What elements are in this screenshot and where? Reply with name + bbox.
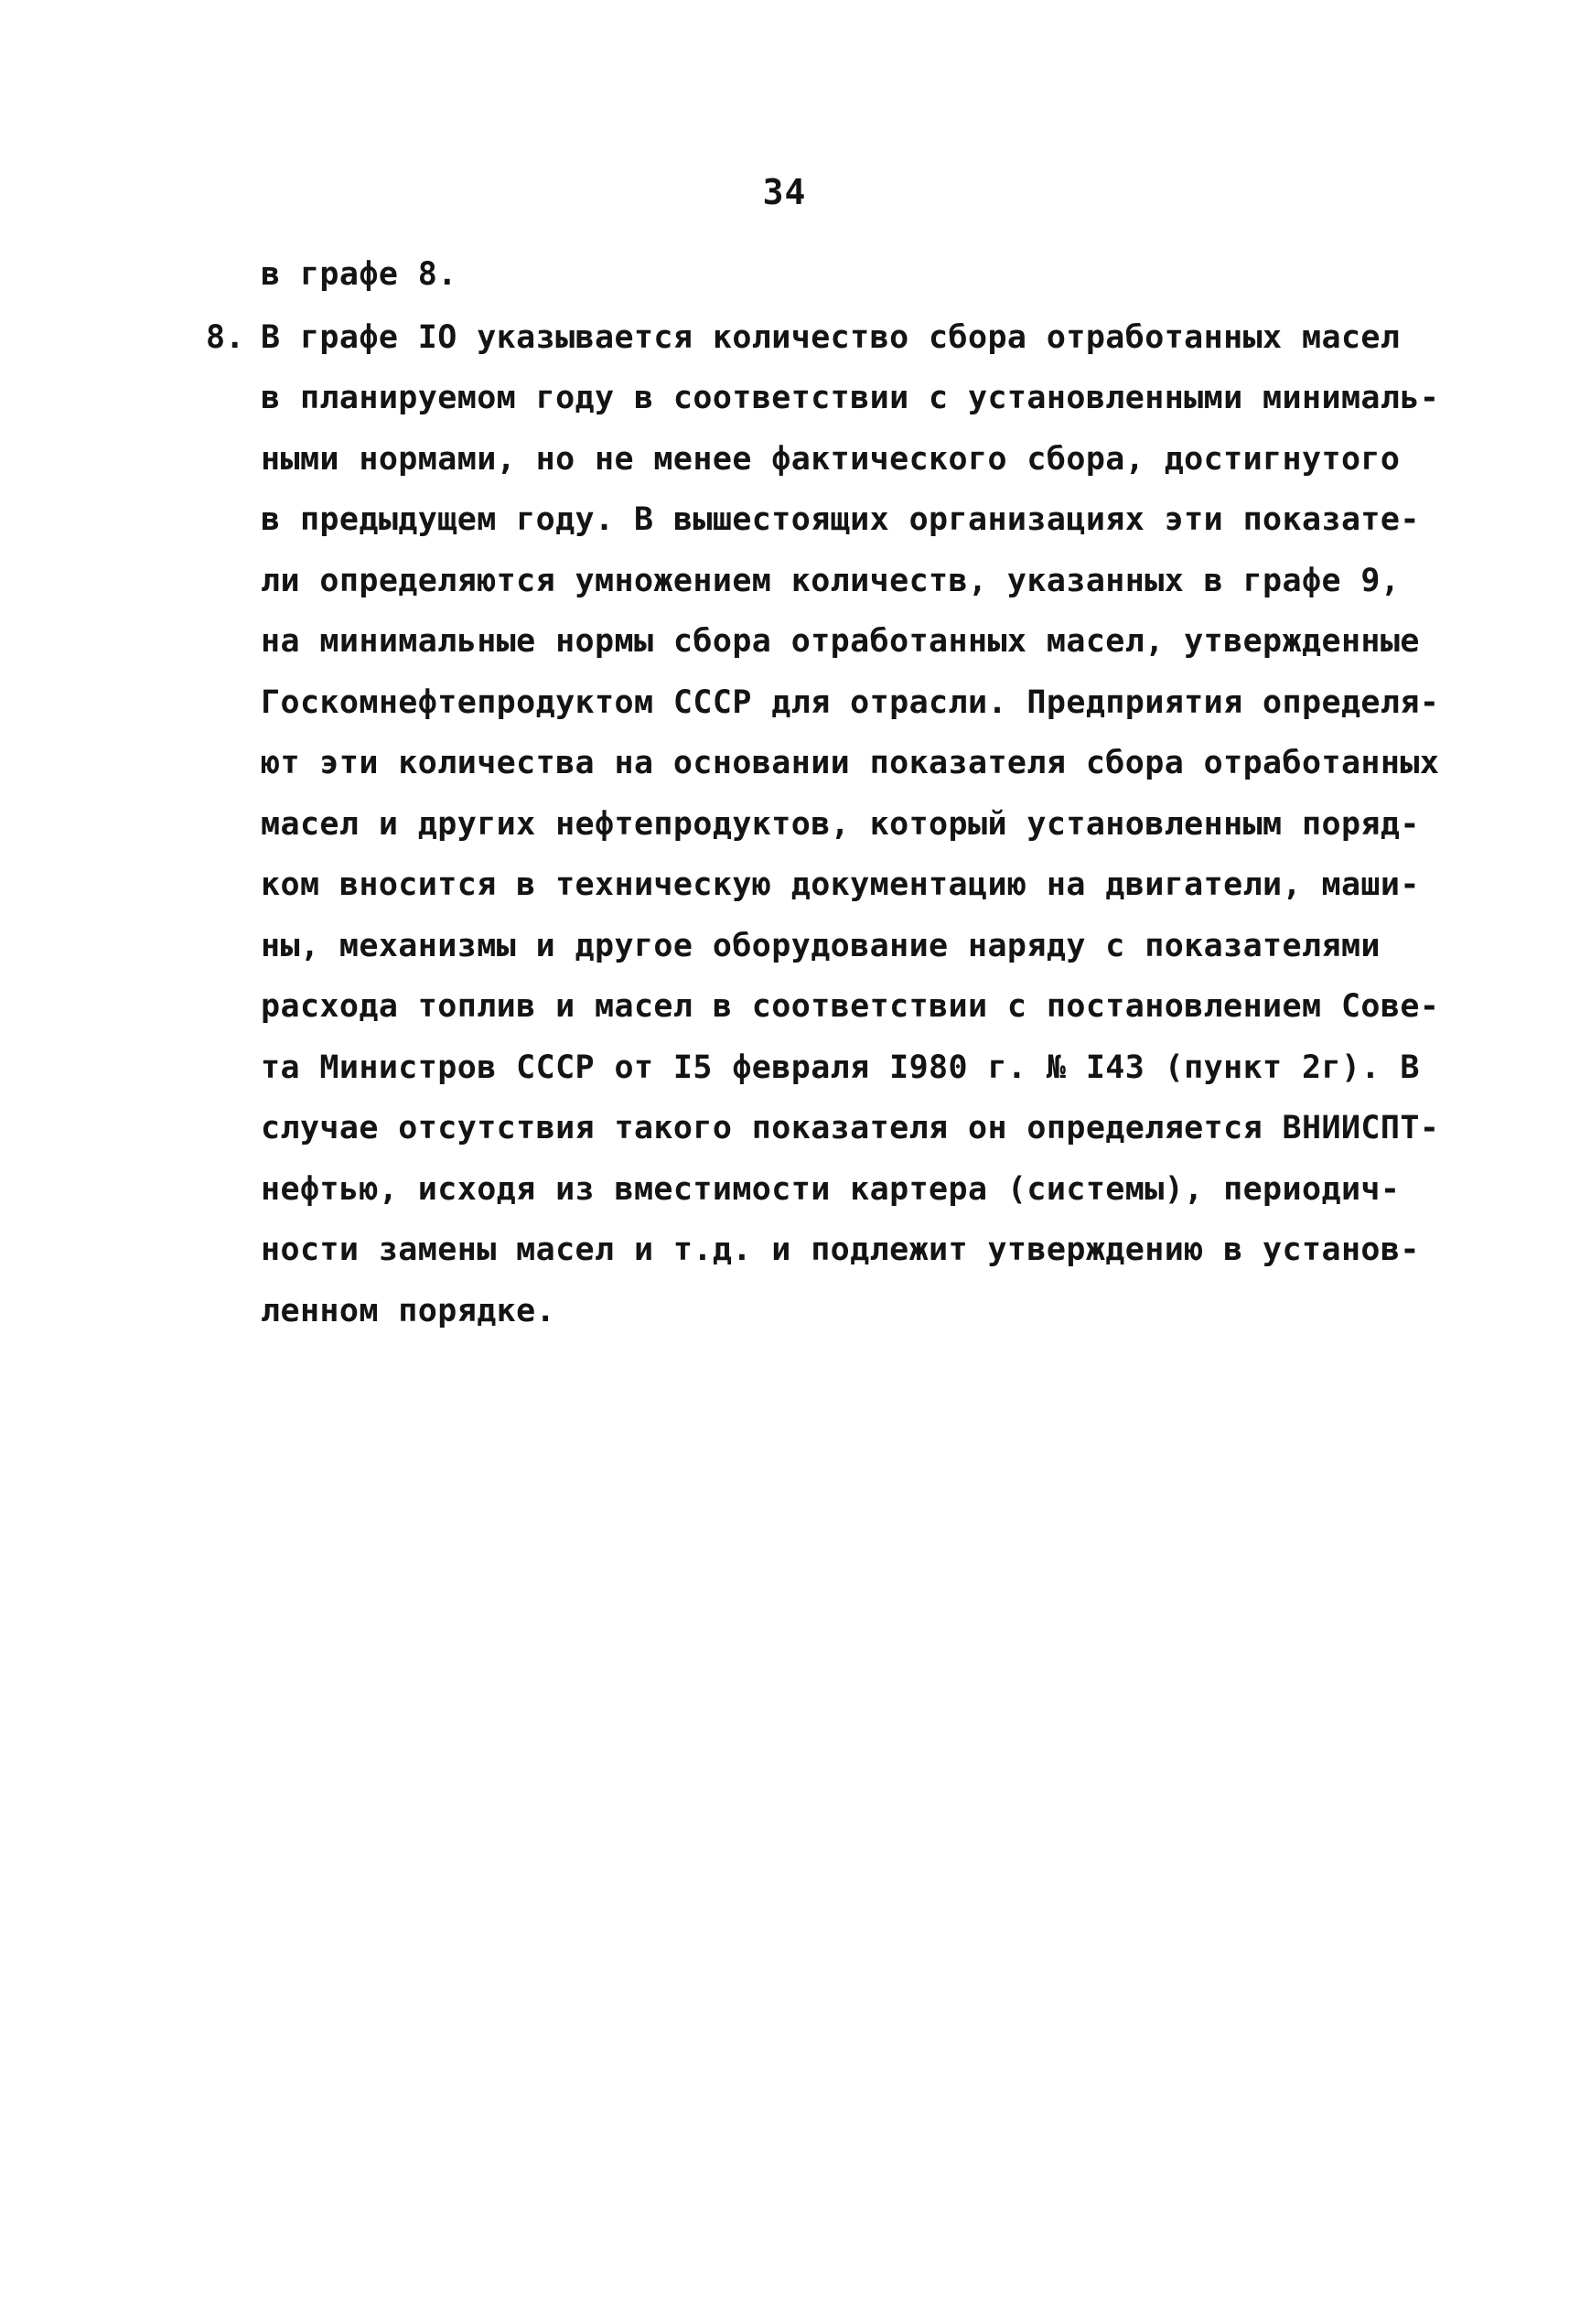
paragraph-line: ком вносится в техническую документацию на двигатели, маши- [261, 866, 1420, 903]
paragraph-line: ности замены масел и т.д. и подлежит утверждению в установ- [261, 1232, 1420, 1268]
paragraph-line: масел и других нефтепродуктов, который установленным поряд- [261, 806, 1420, 843]
paragraph-line: ли определяются умножением количеств, указанных в графе 9, [261, 563, 1401, 599]
page-number: 34 [762, 172, 807, 212]
paragraph-line: на минимальные нормы сбора отработанных масел, утвержденные [261, 623, 1420, 660]
paragraph-line: Госкомнефтепродуктом СССР для отрасли. Предприятия определя- [261, 684, 1440, 721]
item-number: 8. [206, 319, 245, 356]
paragraph-line: в планируемом году в соответствии с установленными минималь- [261, 380, 1440, 416]
paragraph-line: нефтью, исходя из вместимости картера (системы), периодич- [261, 1171, 1401, 1208]
paragraph-line: та Министров СССР от I5 февраля I980 г. № I43 (пункт 2г). В [261, 1049, 1420, 1086]
paragraph-line: в предыдущем году. В вышестоящих организациях эти показате- [261, 501, 1420, 538]
paragraph-line: В графе IO указывается количество сбора отработанных масел [261, 319, 1401, 356]
paragraph-line: ными нормами, но не менее фактического сбора, достигнутого [261, 441, 1401, 478]
paragraph-line: ленном порядке. [261, 1293, 556, 1329]
paragraph-line: ны, механизмы и другое оборудование наряду с показателями [261, 928, 1381, 964]
paragraph-line: расхода топлив и масел в соответствии с постановлением Сове- [261, 988, 1440, 1025]
paragraph-line: случае отсутствия такого показателя он определяется ВНИИСПТ- [261, 1110, 1440, 1146]
paragraph-line: ют эти количества на основании показателя сбора отработанных [261, 745, 1440, 781]
continuation-line: в графе 8. [261, 256, 457, 293]
